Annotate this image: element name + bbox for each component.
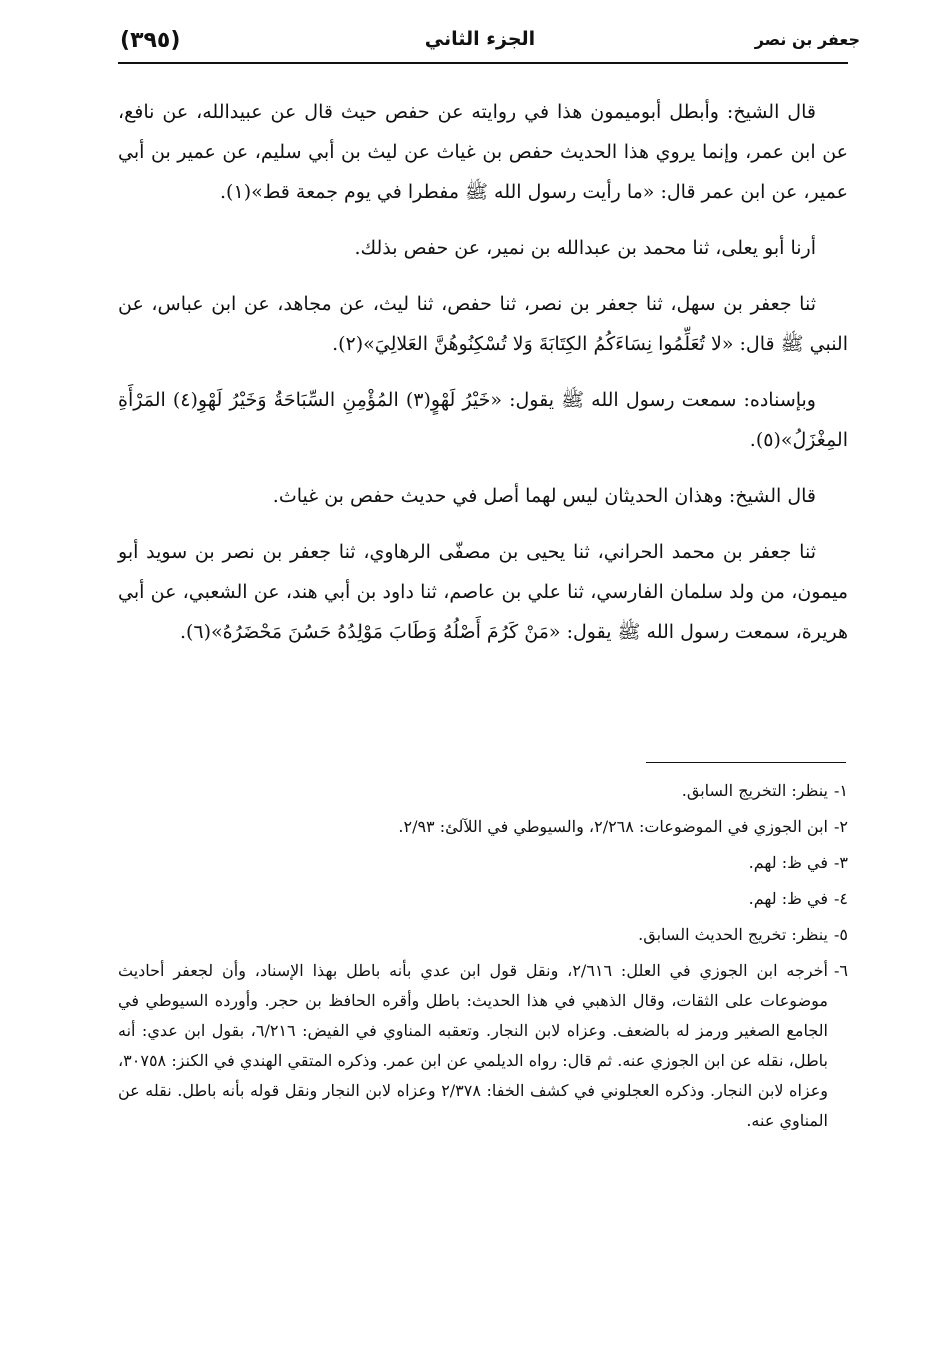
footnote bbox=[118, 776, 848, 806]
footnote-text: ينظر: التخريج السابق. bbox=[681, 781, 828, 800]
footnote bbox=[118, 812, 848, 842]
footnote bbox=[118, 884, 848, 914]
page-header bbox=[100, 18, 860, 58]
footnote-text: في ظ: لهم. bbox=[748, 889, 828, 908]
footnote-number: ٣- bbox=[834, 853, 848, 872]
page-number: (٣٩٥) bbox=[120, 28, 181, 53]
paragraph: وبإسناده: سمعت رسول الله ﷺ يقول: «خَيْرُ لَهْوٍ(٣) المُؤْمِنِ السِّبَاحَةُ وَخَيْرُ لَهْوِ(٤) المَرْأَةِ المِغْزَلُ»(٥). bbox=[118, 389, 848, 451]
footnote-number: ٦- bbox=[834, 961, 848, 980]
footnote-number: ٢- bbox=[834, 817, 848, 836]
header-divider bbox=[118, 62, 848, 64]
paragraph: قال الشيخ: وأبطل أبوميمون هذا في روايته عن حفص حيث قال عن عبيدالله، عن نافع، عن ابن عمر، وإنما يروي هذا الحديث حفص بن غياث عن ليث بن أبي سليم، عن عمير بن أبي عمير، عن ابن عمر قال: «ما رأيت رسول الله ﷺ مفطرا في يوم جمعة قط»(١). bbox=[118, 101, 848, 203]
footnote-text: في ظ: لهم. bbox=[748, 853, 828, 872]
paragraph: قال الشيخ: وهذان الحديثان ليس لهما أصل في حديث حفص بن غياث. bbox=[272, 485, 816, 507]
footnotes bbox=[118, 776, 848, 1142]
footnote bbox=[118, 920, 848, 950]
main-text bbox=[118, 92, 848, 668]
paragraph: ثنا جعفر بن سهل، ثنا جعفر بن نصر، ثنا حفص، ثنا ليث، عن مجاهد، عن ابن عباس، عن النبي ﷺ قال: «لا تُعَلِّمُوا نِسَاءَكُمُ الكِتَابَةَ وَلا تُسْكِنُوهُنَّ العَلالِيَ»(٢). bbox=[118, 293, 848, 355]
footnote-number: ١- bbox=[834, 781, 848, 800]
section-title: الجزء الثاني bbox=[424, 28, 536, 50]
footnote-number: ٥- bbox=[834, 925, 848, 944]
paragraph: أرنا أبو يعلى، ثنا محمد بن عبدالله بن نمير، عن حفص بذلك. bbox=[354, 237, 816, 259]
footnote-text: أخرجه ابن الجوزي في العلل: ٢/٦١٦، ونقل قول ابن عدي بأنه باطل بهذا الإسناد، وأن لجعفر أحاديث موضوعات على الثقات، وقال الذهبي في هذا الحديث: باطل وأقره الحافظ بن حجر. وأورده السيوطي في الجامع الصغير ورمز له بالضعف. وعزاه لابن النجار. وتعقبه المناوي في الفيض: ٦/٢١٦، بقول ابن عدي: أنه باطل، نقله عن ابن الجوزي عنه. ثم قال: رواه الديلمي عن ابن عمر. وذكره المتقي الهندي في الكنز: ٣٠٧٥٨، وعزاه لابن النجار. وذكره العجلوني في كشف الخفا: ٢/٣٧٨ وعزاه لابن النجار ونقل قوله بأنه باطل. نقله عن المناوي عنه. bbox=[118, 961, 829, 1130]
footnote bbox=[118, 956, 848, 1136]
footnote-text: ابن الجوزي في الموضوعات: ٢/٢٦٨، والسيوطي في اللآلئ: ٢/٩٣. bbox=[398, 817, 828, 836]
footnote-number: ٤- bbox=[834, 889, 848, 908]
footnote-divider bbox=[646, 762, 846, 763]
footnote-text: ينظر: تخريج الحديث السابق. bbox=[638, 925, 828, 944]
running-title: جعفر بن نصر bbox=[754, 30, 860, 49]
footnote bbox=[118, 848, 848, 878]
paragraph: ثنا جعفر بن محمد الحراني، ثنا يحيى بن مصفّى الرهاوي، ثنا جعفر بن نصر بن سويد أبو ميمون، من ولد سلمان الفارسي، ثنا علي بن عاصم، ثنا داود بن أبي هند، عن الشعبي، عن أبي هريرة، سمعت رسول الله ﷺ يقول: «مَنْ كَرُمَ أَصْلُهُ وَطَابَ مَوْلِدُهُ حَسُنَ مَحْضَرُهُ»(٦). bbox=[118, 541, 848, 643]
